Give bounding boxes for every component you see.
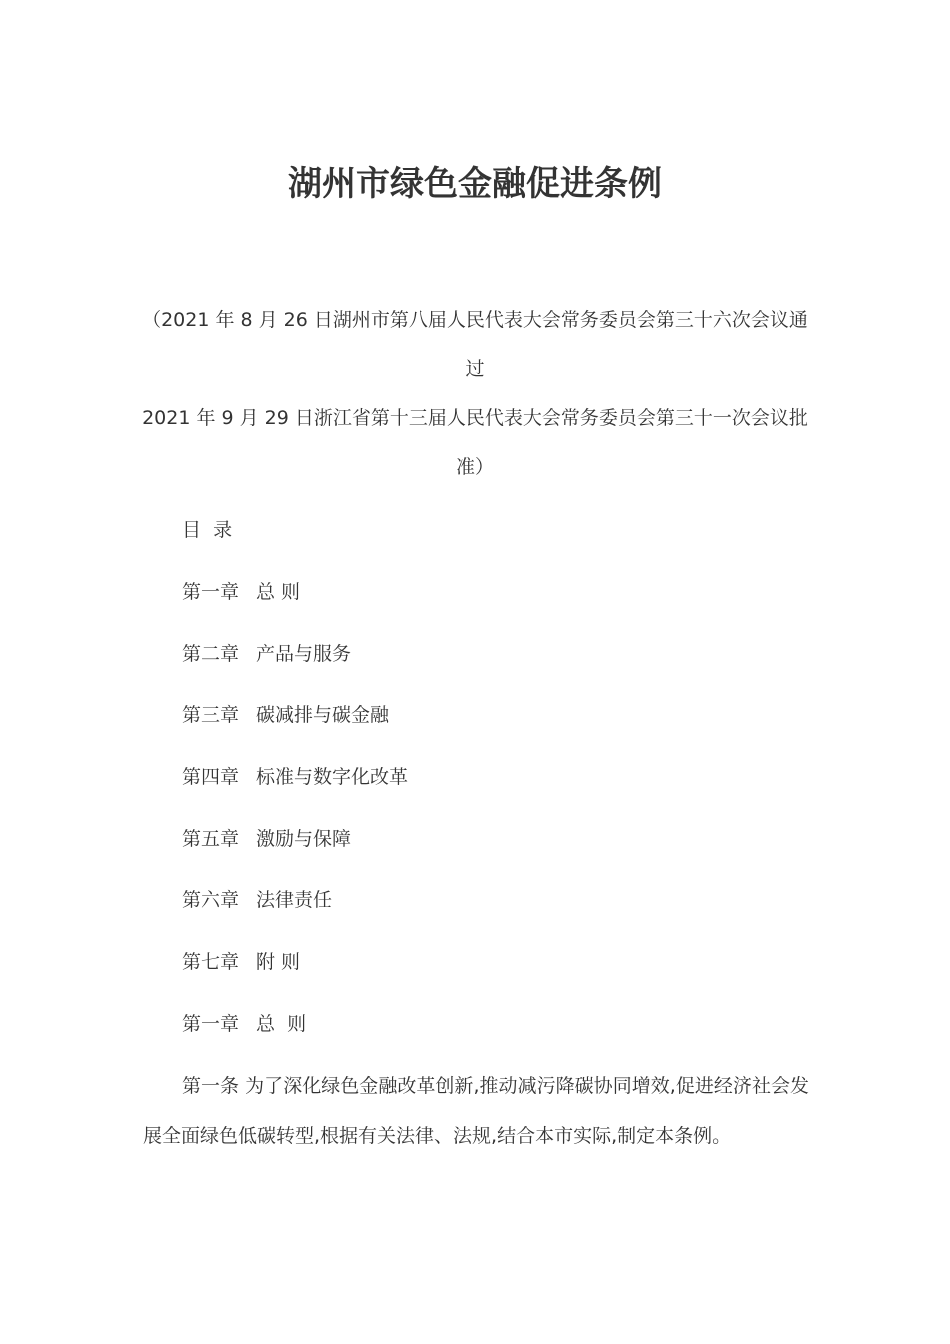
- toc-chapter-name: 总 则: [256, 581, 301, 603]
- toc-item: [182, 701, 389, 729]
- toc-item: [182, 578, 300, 606]
- toc-chapter-name: 激励与保障: [256, 828, 352, 850]
- chapter-number: 第一章: [182, 1013, 240, 1035]
- toc-chapter-name: 碳减排与碳金融: [256, 704, 390, 726]
- chapter-name: 总 则: [256, 1013, 307, 1035]
- toc-chapter-name: 附 则: [256, 951, 301, 973]
- toc-chapter: 第四章: [182, 766, 240, 788]
- toc-chapter: 第七章: [182, 951, 240, 973]
- approval-note-2: 2021 年 9 月 29 日浙江省第十三届人民代表大会常务委员会第三十一次会议批准）: [142, 407, 808, 478]
- chapter-heading: [182, 1010, 306, 1038]
- toc-chapter: 第一章: [182, 581, 240, 603]
- toc-item: [182, 825, 351, 853]
- toc-chapter-name: 标准与数字化改革: [256, 766, 409, 788]
- toc-chapter-name: 法律责任: [256, 889, 333, 911]
- toc-chapter: 第三章: [182, 704, 240, 726]
- toc-chapter: 第六章: [182, 889, 240, 911]
- toc-item: [182, 640, 351, 668]
- toc-chapter: 第二章: [182, 643, 240, 665]
- toc-heading: 目 录: [182, 519, 233, 541]
- toc-item: [182, 948, 300, 976]
- approval-note-1: （2021 年 8 月 26 日湖州市第八届人民代表大会常务委员会第三十六次会议通过: [142, 309, 808, 380]
- toc-chapter-name: 产品与服务: [256, 643, 352, 665]
- toc-item: [182, 763, 408, 791]
- toc-chapter: 第五章: [182, 828, 240, 850]
- document-title: 湖州市绿色金融促进条例: [288, 164, 662, 204]
- toc-item: [182, 886, 332, 914]
- article-1: 第一条 为了深化绿色金融改革创新,推动减污降碳协同增效,促进经济社会发展全面绿色低碳转型,根据有关法律、法规,结合本市实际,制定本条例。: [143, 1075, 809, 1147]
